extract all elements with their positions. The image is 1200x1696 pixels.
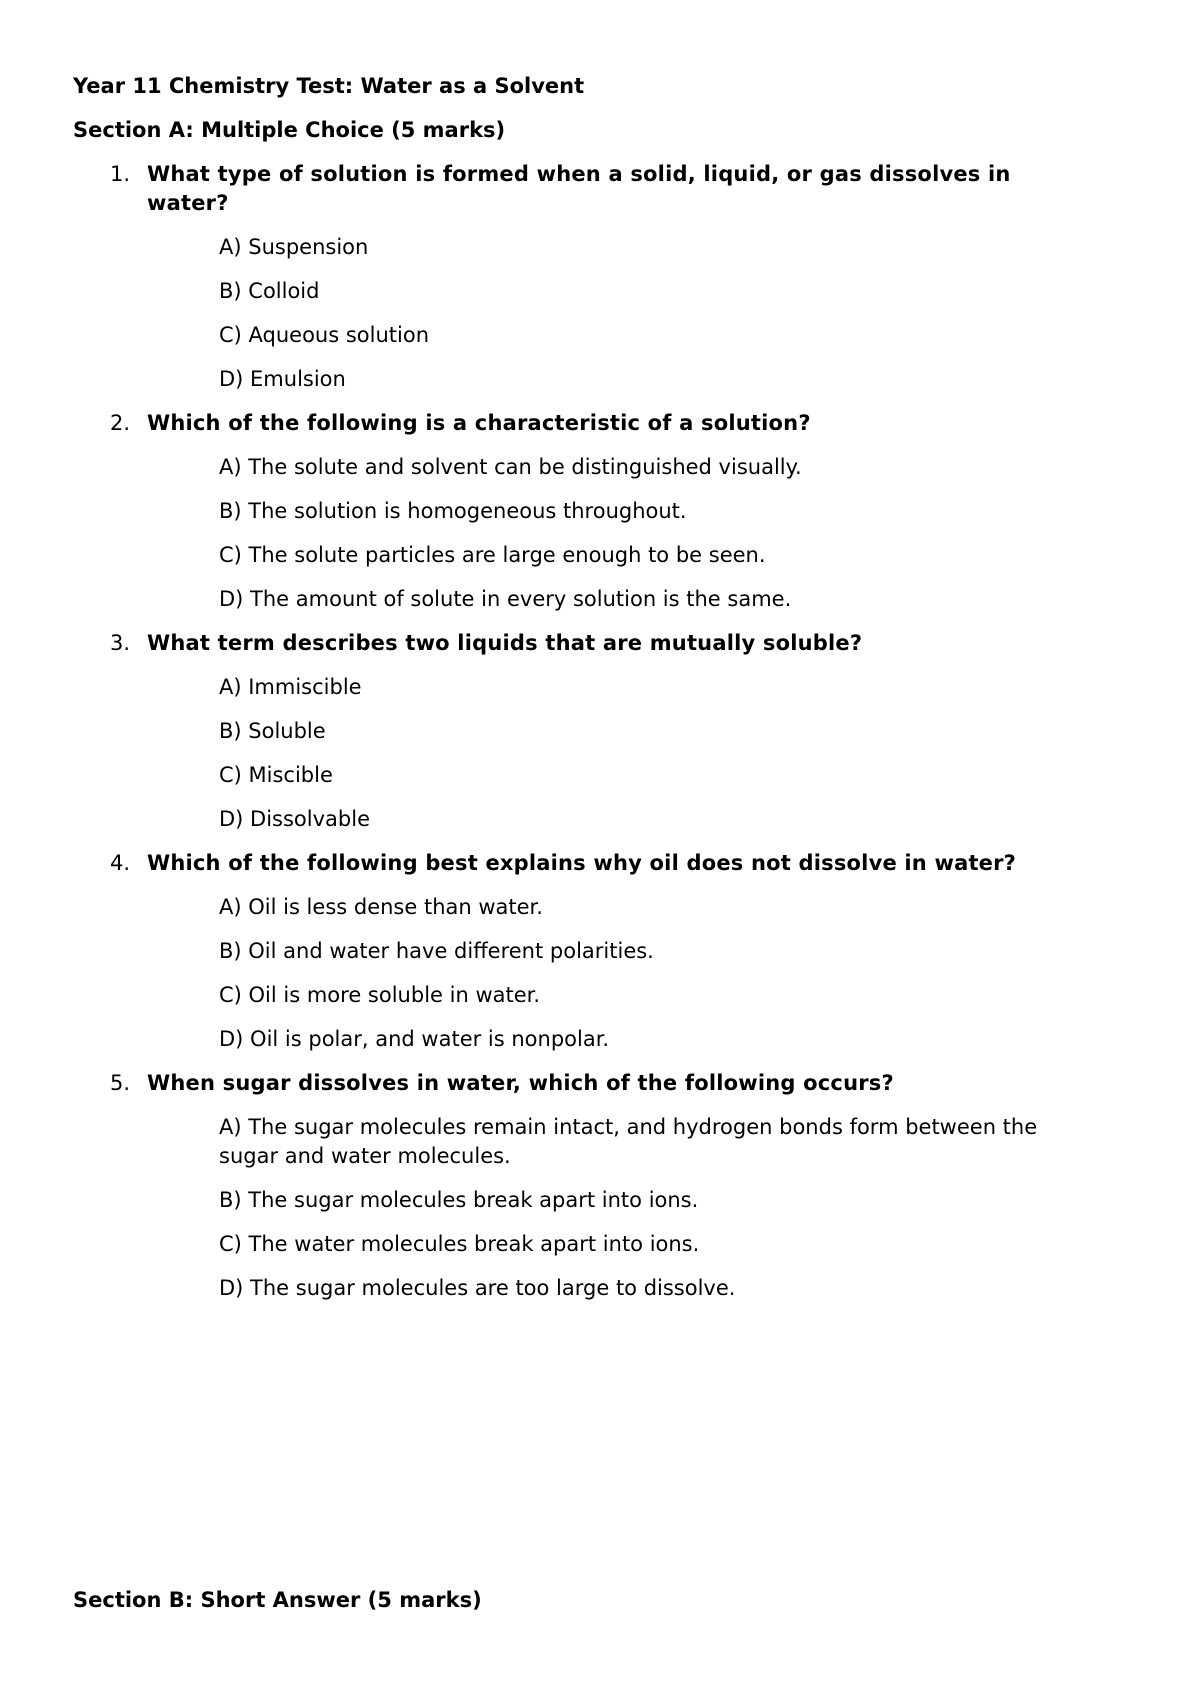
option-a: A) The sugar molecules remain intact, and hydrogen bonds form between the sugar and water molecules. — [219, 1115, 1038, 1168]
question-number: 5. — [110, 1071, 131, 1095]
question-number: 1. — [110, 162, 131, 186]
question-text: Which of the following best explains why oil does not dissolve in water? — [147, 851, 1017, 875]
question-number: 4. — [110, 851, 131, 875]
option-c: C) Oil is more soluble in water. — [219, 983, 541, 1007]
option-b: B) Colloid — [219, 279, 320, 303]
option-c: C) Aqueous solution — [219, 323, 430, 347]
option-list — [0, 233, 1200, 394]
option-list — [0, 1113, 1200, 1303]
option-list — [0, 673, 1200, 834]
question-3 — [0, 629, 1200, 834]
option-b: B) Soluble — [219, 719, 326, 743]
question-number: 2. — [110, 411, 131, 435]
option-list — [0, 893, 1200, 1054]
option-c: C) The solute particles are large enough to be seen. — [219, 543, 766, 567]
option-b: B) The sugar molecules break apart into ions. — [219, 1188, 699, 1212]
question-text: What type of solution is formed when a solid, liquid, or gas dissolves in water? — [147, 162, 1011, 215]
question-4 — [0, 849, 1200, 1054]
question-text: Which of the following is a characteristic of a solution? — [147, 411, 811, 435]
option-a: A) The solute and solvent can be distinguished visually. — [219, 455, 802, 479]
section-b-heading: Section B: Short Answer (5 marks) — [73, 1588, 482, 1612]
option-a: A) Immiscible — [219, 675, 362, 699]
option-b: B) The solution is homogeneous throughout. — [219, 499, 687, 523]
option-c: C) Miscible — [219, 763, 333, 787]
option-d: D) Oil is polar, and water is nonpolar. — [219, 1027, 610, 1051]
option-d: D) The amount of solute in every solution is the same. — [219, 587, 792, 611]
option-d: D) Dissolvable — [219, 807, 370, 831]
option-d: D) Emulsion — [219, 367, 346, 391]
question-text: When sugar dissolves in water, which of the following occurs? — [147, 1071, 894, 1095]
section-a-heading: Section A: Multiple Choice (5 marks) — [73, 118, 506, 142]
question-2 — [0, 409, 1200, 614]
option-a: A) Suspension — [219, 235, 369, 259]
question-list — [0, 160, 1200, 1303]
option-c: C) The water molecules break apart into ions. — [219, 1232, 700, 1256]
document-title: Year 11 Chemistry Test: Water as a Solvent — [73, 74, 585, 98]
option-list — [0, 453, 1200, 614]
option-b: B) Oil and water have different polarities. — [219, 939, 654, 963]
question-number: 3. — [110, 631, 131, 655]
option-d: D) The sugar molecules are too large to dissolve. — [219, 1276, 736, 1300]
option-a: A) Oil is less dense than water. — [219, 895, 543, 919]
question-1 — [0, 160, 1200, 394]
question-5 — [0, 1069, 1200, 1303]
question-text: What term describes two liquids that are mutually soluble? — [147, 631, 863, 655]
